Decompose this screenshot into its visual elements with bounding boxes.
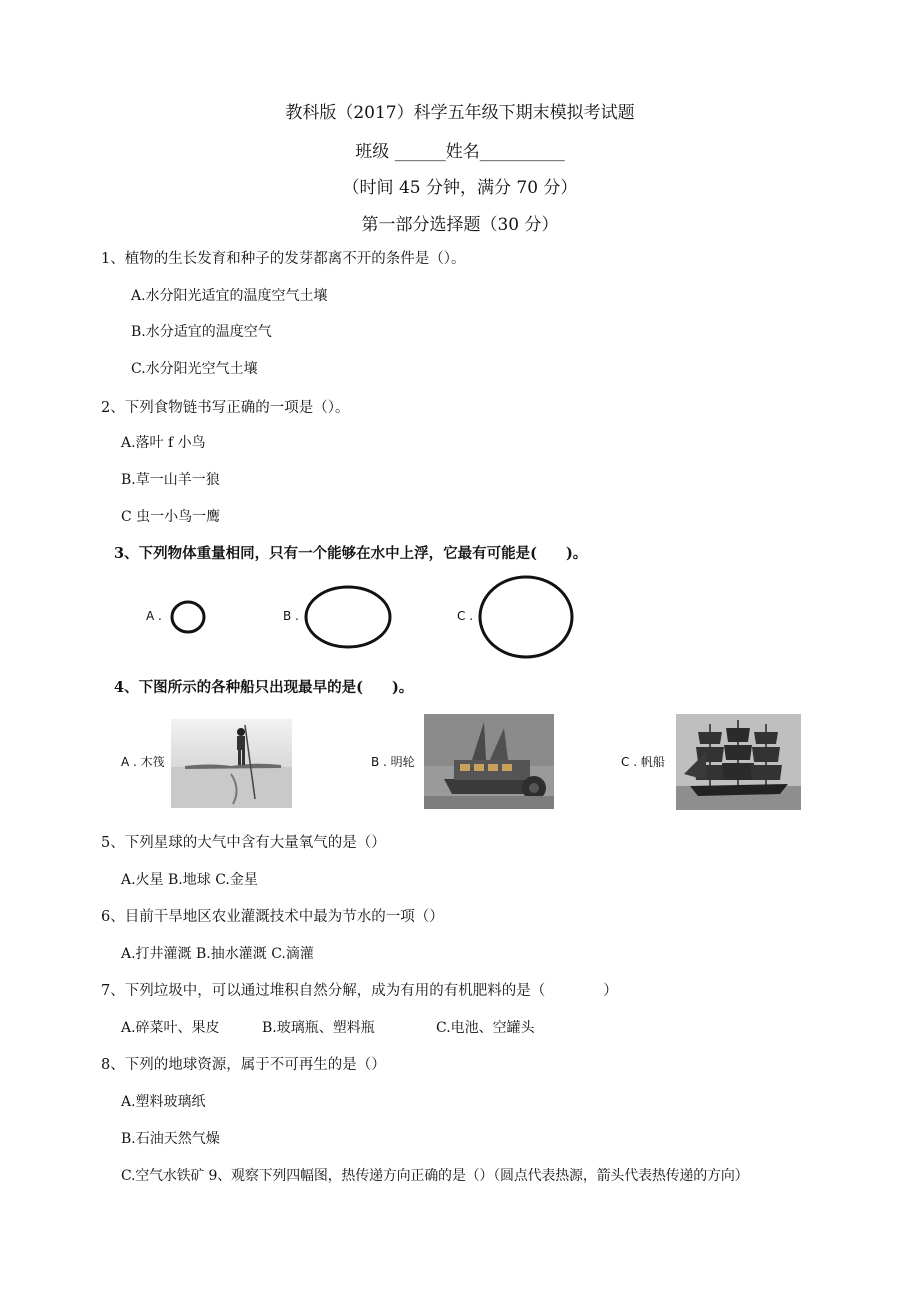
q2-option-c: C 虫一小鸟一鹰 — [121, 509, 221, 525]
circle-small — [172, 602, 204, 632]
q7-option-b: B.玻璃瓶、塑料瓶 — [262, 1020, 375, 1036]
q4-label-c: C . 帆船 — [621, 755, 665, 769]
page-title: 教科版（2017）科学五年级下期末模拟考试题 — [285, 103, 635, 123]
raft-photo — [171, 719, 292, 808]
q4-label-b: B . 明轮 — [371, 755, 415, 769]
question-6: 6、目前干旱地区农业灌溉技术中最为节水的一项（） — [101, 909, 444, 925]
question-5: 5、下列星球的大气中含有大量氧气的是（） — [101, 835, 386, 851]
q8-option-c-and-question-9: C.空气水铁矿 9、观察下列四幅图，热传递方向正确的是（）（圆点代表热源，箭头代表热传递的方向） — [121, 1168, 749, 1184]
question-3: 3、下列物体重量相同，只有一个能够在水中上浮，它最有可能是( )。 — [114, 545, 588, 562]
q1-option-b: B.水分适宜的温度空气 — [131, 324, 272, 340]
q3-label-c: C . — [457, 609, 474, 623]
q3-label-b: B . — [283, 609, 299, 623]
q2-option-b: B.草一山羊一狼 — [121, 472, 220, 488]
question-7: 7、下列垃圾中，可以通过堆积自然分解，成为有用的有机肥料的是（ ） — [101, 983, 618, 999]
q1-option-c: C.水分阳光空气土壤 — [131, 361, 258, 377]
q7-option-c: C.电池、空罐头 — [436, 1020, 535, 1036]
q1-option-a: A.水分阳光适宜的温度空气土壤 — [131, 288, 328, 304]
sailing-ship-photo — [676, 714, 801, 810]
class-name-line: 班级 ______姓名__________ — [355, 142, 565, 162]
q5-options: A.火星 B.地球 C.金星 — [121, 872, 258, 888]
q4-label-a: A . 木筏 — [121, 755, 165, 769]
paddle-steamer-photo — [424, 714, 554, 809]
question-1: 1、植物的生长发育和种子的发芽都离不开的条件是（）。 — [101, 251, 466, 267]
time-info: （时间 45 分钟，满分 70 分） — [342, 178, 578, 198]
q7-option-a: A.碎菜叶、果皮 — [121, 1020, 220, 1036]
q6-options: A.打井灌溉 B.抽水灌溉 C.滴灌 — [121, 946, 314, 962]
section-title: 第一部分选择题（30 分） — [361, 215, 559, 235]
question-8: 8、下列的地球资源，属于不可再生的是（） — [101, 1057, 386, 1073]
q3-label-a: A . — [146, 609, 162, 623]
q8-option-a: A.塑料玻璃纸 — [121, 1094, 206, 1110]
q2-option-a: A.落叶 f 小鸟 — [121, 435, 206, 451]
circle-large — [480, 577, 572, 657]
question-2: 2、下列食物链书写正确的一项是（）。 — [101, 400, 350, 416]
question-4: 4、下图所示的各种船只出现最早的是( )。 — [114, 679, 414, 696]
q8-option-b: B.石油天然气燥 — [121, 1131, 220, 1147]
q3-circles-figure — [160, 570, 580, 670]
circle-medium — [306, 587, 390, 647]
